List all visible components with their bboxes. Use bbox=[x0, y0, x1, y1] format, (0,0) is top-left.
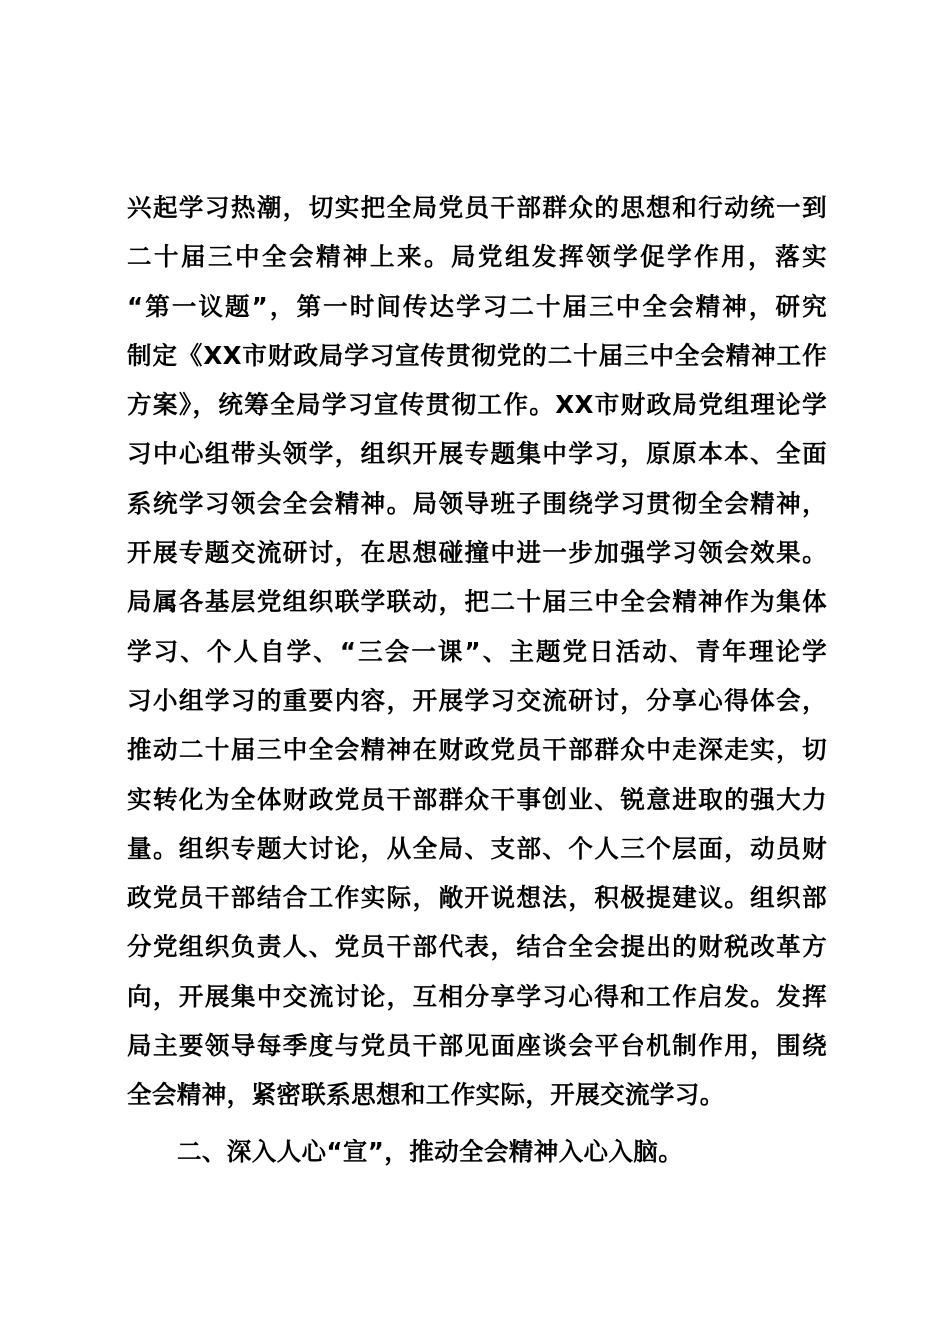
body-paragraph bbox=[127, 183, 827, 1120]
paragraph-line: 兴起学习热潮，切实把全局党员干部群众的思想和行动统一到 bbox=[127, 193, 827, 222]
paragraph-line: 推动二十届三中全会精神在财政党员干部群众中走深走实，切 bbox=[127, 735, 827, 765]
paragraph-line: 全会精神，紧密联系思想和工作实际，开展交流学习。 bbox=[127, 1080, 725, 1110]
paragraph-line: 开展专题交流研讨，在思想碰撞中进一步加强学习领会效果。 bbox=[127, 538, 827, 568]
paragraph-line: 局属各基层党组织联学联动，把二十届三中全会精神作为集体 bbox=[127, 587, 827, 617]
paragraph-line: 系统学习领会全会精神。局领导班子围绕学习贯彻全会精神， bbox=[127, 488, 827, 518]
paragraph-line: 分党组织负责人、党员干部代表，结合全会提出的财税改革方 bbox=[127, 932, 827, 962]
section-heading: 二、深入人心“宣”，推动全会精神入心入脑。 bbox=[177, 1137, 684, 1166]
paragraph-line: 习小组学习的重要内容，开展学习交流研讨，分享心得体会， bbox=[127, 685, 827, 715]
paragraph-line: 学习、个人自学、“三会一课”、主题党日活动、青年理论学 bbox=[127, 636, 827, 666]
paragraph-line: 方案》，统筹全局学习宣传贯彻工作。XX市财政局党组理论学 bbox=[127, 390, 827, 420]
paragraph-line: 量。组织专题大讨论，从全局、支部、个人三个层面，动员财 bbox=[127, 833, 827, 863]
paragraph-line: “第一议题”，第一时间传达学习二十届三中全会精神，研究 bbox=[127, 291, 827, 321]
paragraph-line: 政党员干部结合工作实际，敞开说想法，积极提建议。组织部 bbox=[127, 883, 827, 913]
paragraph-line: 实转化为全体财政党员干部群众干事创业、锐意进取的强大力 bbox=[127, 784, 827, 814]
paragraph-line: 局主要领导每季度与党员干部见面座谈会平台机制作用，围绕 bbox=[127, 1031, 827, 1061]
paragraph-line: 向，开展集中交流讨论，互相分享学习心得和工作启发。发挥 bbox=[127, 981, 827, 1011]
paragraph-line: 二十届三中全会精神上来。局党组发挥领学促学作用，落实 bbox=[127, 242, 827, 272]
paragraph-line: 制定《XX市财政局学习宣传贯彻党的二十届三中全会精神工作 bbox=[127, 340, 827, 370]
paragraph-line: 习中心组带头领学，组织开展专题集中学习，原原本本、全面 bbox=[127, 439, 827, 469]
